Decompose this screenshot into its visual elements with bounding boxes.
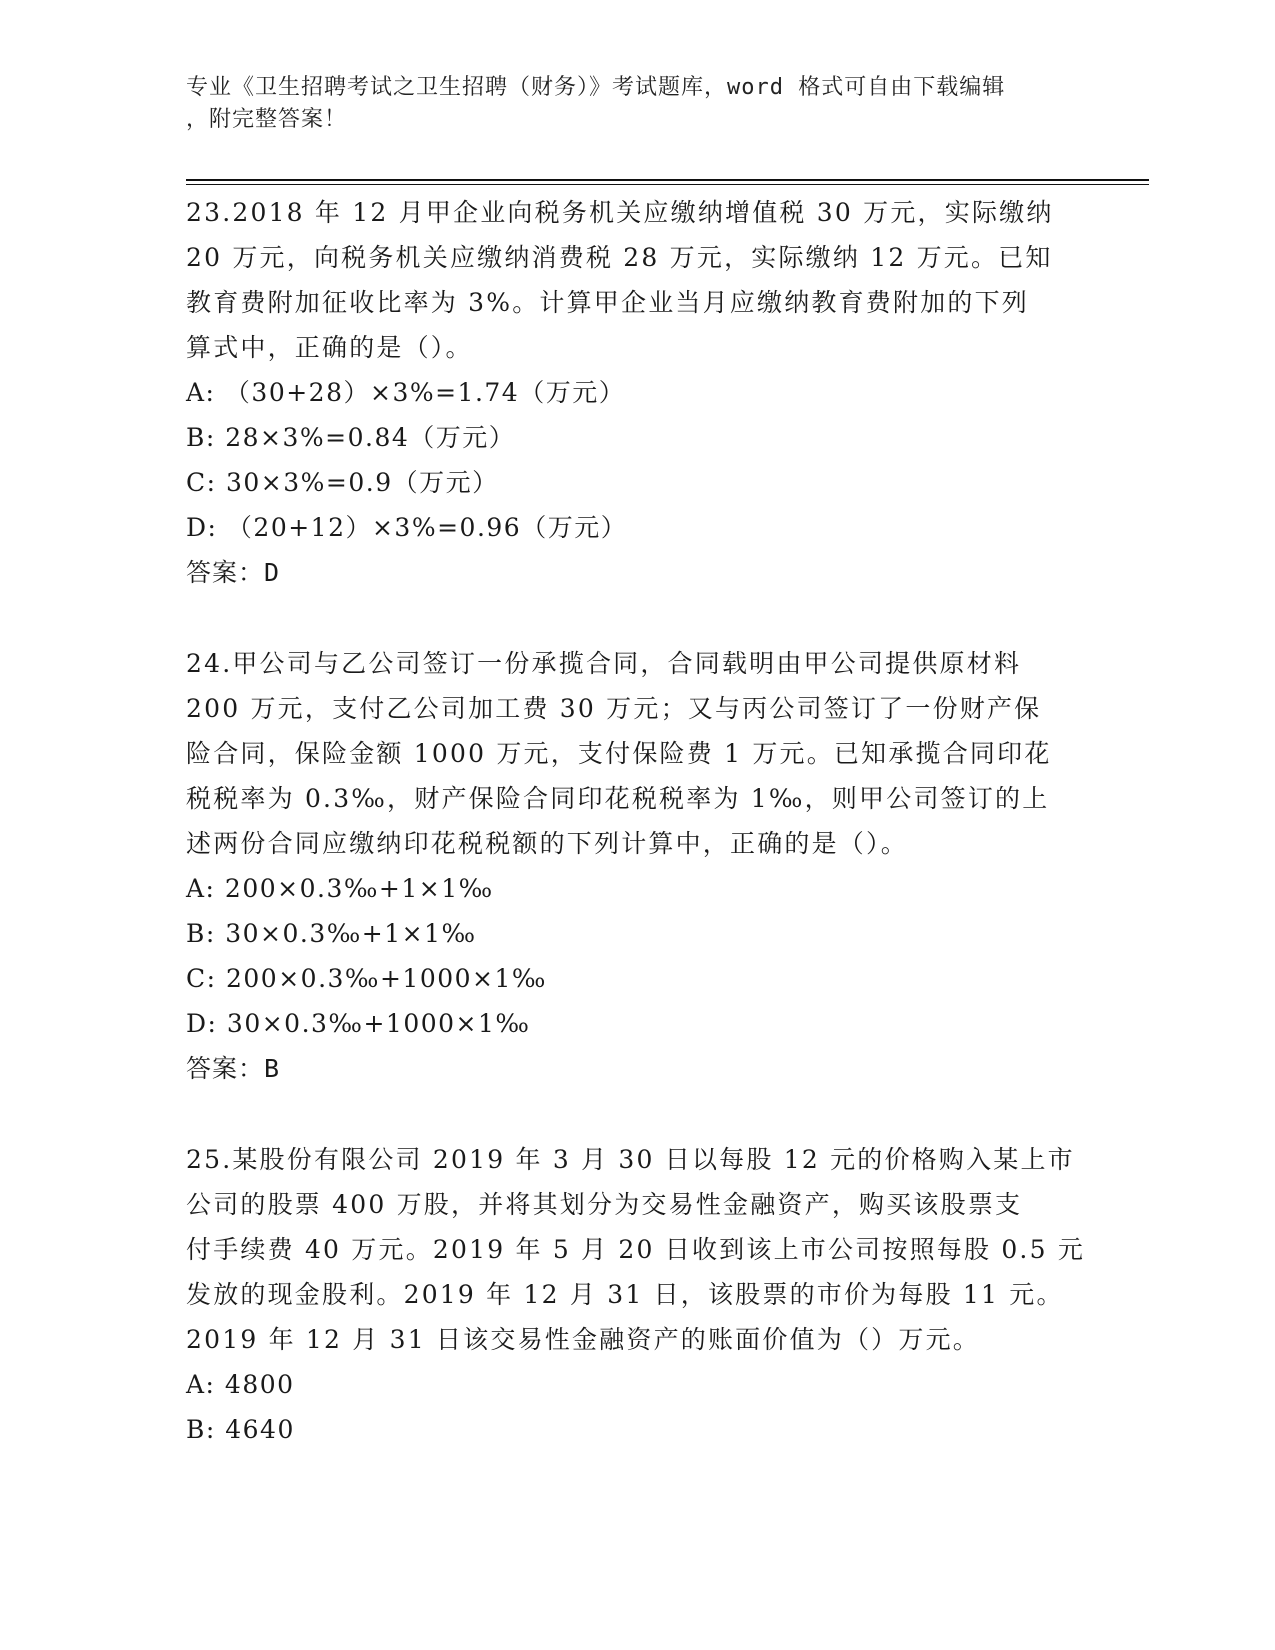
question-text-line: 发放的现金股利。2019 年 12 月 31 日，该股票的市价为每股 11 元。: [186, 1280, 1064, 1309]
question-text-line: 20 万元，向税务机关应缴纳消费税 28 万元，实际缴纳 12 万元。已知: [186, 243, 1053, 272]
question-text-line: 公司的股票 400 万股，并将其划分为交易性金融资产，购买该股票支: [186, 1190, 1023, 1219]
question-list: [186, 190, 1086, 1452]
option-a: A: 4800: [186, 1370, 295, 1399]
option-a: A: 200×0.3‰+1×1‰: [186, 874, 494, 903]
question-text-line: 税税率为 0.3‰，财产保险合同印花税税率为 1‰，则甲公司签订的上: [186, 784, 1050, 813]
answer: 答案：D: [186, 558, 281, 587]
question-text-line: 2019 年 12 月 31 日该交易性金融资产的账面价值为（）万元。: [186, 1325, 980, 1354]
option-c: C: 200×0.3‰+1000×1‰: [186, 964, 547, 993]
option-a: A: （30+28）×3%=1.74（万元）: [186, 378, 626, 407]
option-d: D: （20+12）×3%=0.96（万元）: [186, 513, 628, 542]
question-text-line: 25.某股份有限公司 2019 年 3 月 30 日以每股 12 元的价格购入某上市: [186, 1145, 1075, 1174]
header-divider-thin: [186, 184, 1149, 185]
question-text-line: 险合同，保险金额 1000 万元，支付保险费 1 万元。已知承揽合同印花: [186, 739, 1052, 768]
question-spacer: [186, 595, 1086, 641]
option-b: B: 4640: [186, 1415, 295, 1444]
question-text-line: 24.甲公司与乙公司签订一份承揽合同，合同载明由甲公司提供原材料: [186, 649, 1022, 678]
question-23: [186, 190, 1086, 595]
document-header: [186, 72, 1066, 136]
option-b: B: 30×0.3‰+1×1‰: [186, 919, 477, 948]
question-24: [186, 641, 1086, 1091]
question-text-line: 教育费附加征收比率为 3%。计算甲企业当月应缴纳教育费附加的下列: [186, 288, 1030, 317]
answer: 答案：B: [186, 1054, 281, 1083]
question-text-line: 付手续费 40 万元。2019 年 5 月 20 日收到该上市公司按照每股 0.5 元: [186, 1235, 1086, 1264]
question-text-line: 述两份合同应缴纳印花税税额的下列计算中，正确的是（）。: [186, 829, 908, 858]
question-spacer: [186, 1091, 1086, 1137]
option-c: C: 30×3%=0.9（万元）: [186, 468, 499, 497]
option-b: B: 28×3%=0.84（万元）: [186, 423, 516, 452]
question-text-line: 23.2018 年 12 月甲企业向税务机关应缴纳增值税 30 万元，实际缴纳: [186, 198, 1054, 227]
option-d: D: 30×0.3‰+1000×1‰: [186, 1009, 531, 1038]
question-text-line: 200 万元，支付乙公司加工费 30 万元；又与丙公司签订了一份财产保: [186, 694, 1042, 723]
question-text-line: 算式中，正确的是（）。: [186, 333, 473, 362]
question-25: [186, 1137, 1086, 1452]
header-line-1: 专业《卫生招聘考试之卫生招聘（财务）》考试题库，word 格式可自由下载编辑: [186, 75, 1006, 100]
header-line-2: ，附完整答案！: [186, 107, 348, 132]
header-divider: [186, 179, 1149, 181]
